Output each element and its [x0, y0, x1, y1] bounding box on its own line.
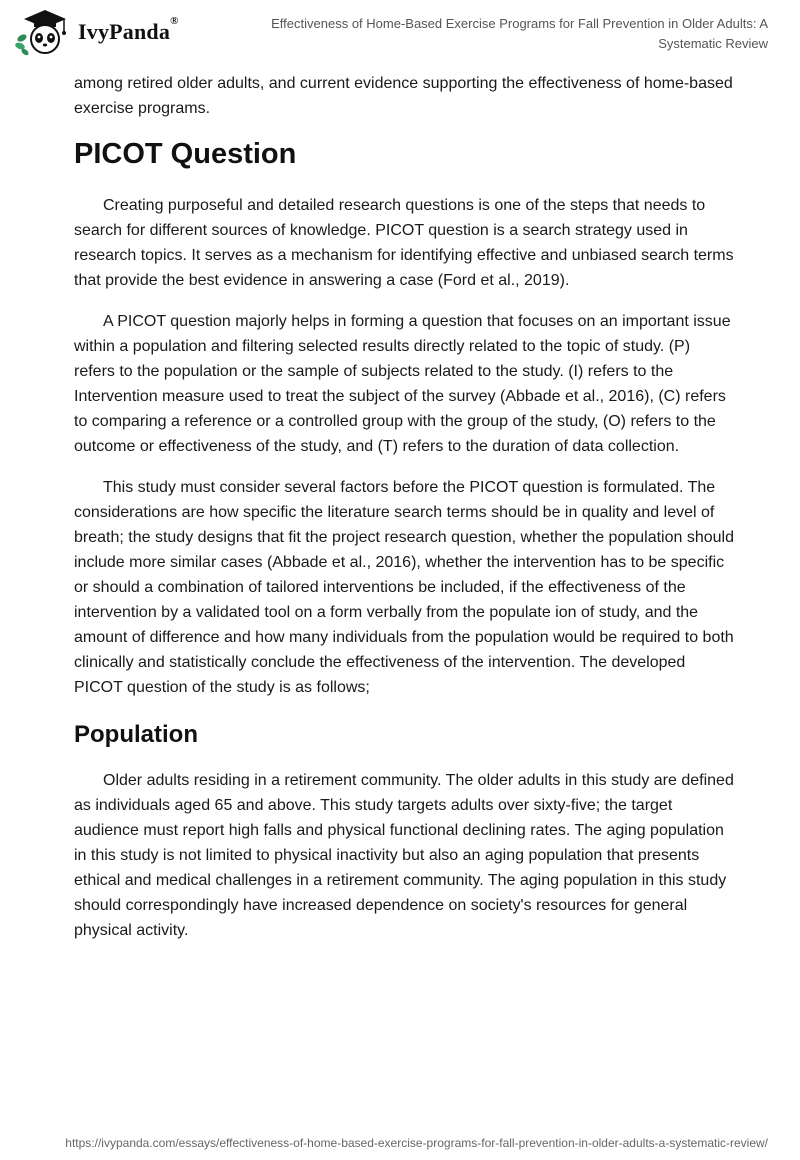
source-url-link[interactable]: https://ivypanda.com/essays/effectiveness-of-home-based-exercise-programs-for-fall-prevention-in-older-adults-a-systematic-review/	[65, 1136, 768, 1150]
registered-mark: ®	[170, 15, 179, 27]
ivypanda-logo[interactable]	[14, 8, 179, 56]
document-title: Effectiveness of Home-Based Exercise Programs for Fall Prevention in Older Adults: A Systematic Review	[271, 16, 768, 51]
intro-paragraph: among retired older adults, and current evidence supporting the effectiveness of home-based exercise programs.	[74, 75, 733, 117]
picot-paragraph-3: This study must consider several factors before the PICOT question is formulated. The considerations are how specific the literature search terms should be in quality and level of breath; the study designs that fit the project research question, whether the population should include more similar cases (Abbade et al., 2016), whether the intervention has to be specific or should a combination of tailored interventions be included, if the effectiveness of the intervention by a validated tool on a form verbally from the populate ion of study, and the amount of difference and how many individuals from the population would be required to both clinically and statistically conclude the effectiveness of the intervention. The developed PICOT question of the study is as follows;	[74, 479, 734, 696]
picot-heading: PICOT Question	[74, 138, 297, 170]
picot-paragraph-2: A PICOT question majorly helps in forming a question that focuses on an important issue within a population and filtering selected results directly related to the topic of study. (P) refers to the population or the sample of subjects related to the study. (I) refers to the Intervention measure used to treat the subject of the survey (Abbade et al., 2016), (C) refers to comparing a reference or a controlled group with the group of the study, (O) refers to the outcome or effectiveness of the study, and (T) refers to the duration of data collection.	[74, 313, 731, 455]
picot-paragraph-1: Creating purposeful and detailed research questions is one of the steps that needs to search for different sources of knowledge. PICOT question is a search strategy used in research topics. It serves as a mechanism for identifying effective and unbiased search terms that provide the best evidence in answering a case (Ford et al., 2019).	[74, 197, 734, 289]
essay-body	[74, 71, 734, 959]
population-heading: Population	[74, 721, 198, 748]
population-paragraph: Older adults residing in a retirement community. The older adults in this study are defined as individuals aged 65 and above. This study targets adults over sixty-five; the target audience must report high falls and physical functional declining rates. The aging population in this study is not limited to physical inactivity but also an aging population that presents ethical and medical challenges in a retirement community. The aging population in this study should correspondingly have increased dependence on society's resources for general physical activity.	[74, 772, 734, 939]
panda-graduate-icon	[14, 8, 76, 56]
logo-text: IvyPanda®	[78, 15, 179, 44]
page-header	[0, 0, 800, 62]
